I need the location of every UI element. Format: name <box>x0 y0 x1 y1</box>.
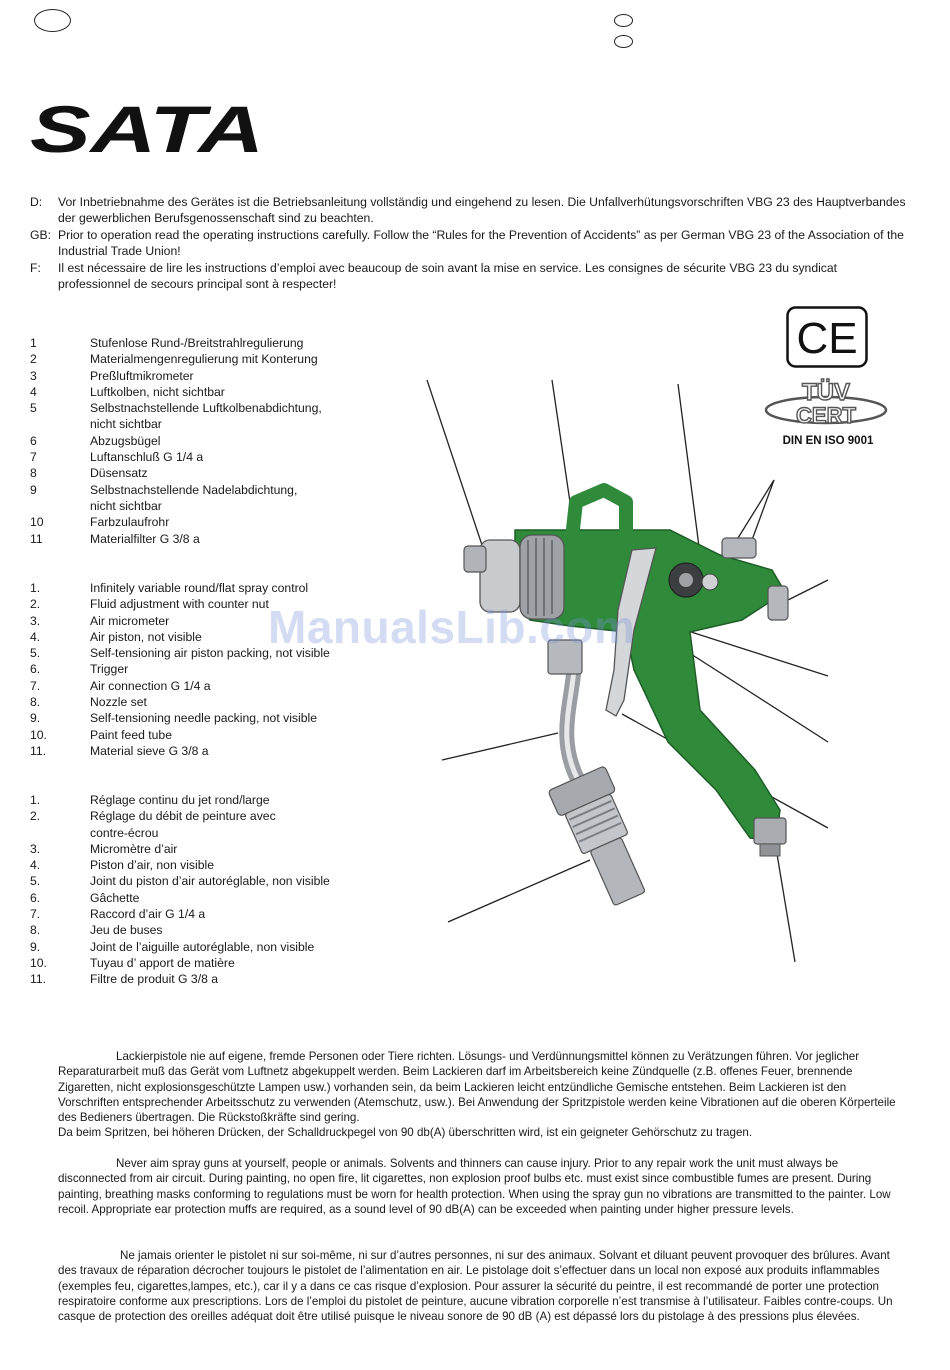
list-item <box>30 661 390 677</box>
part-label: Paint feed tube <box>90 727 172 742</box>
part-number: 3. <box>30 841 41 856</box>
list-item <box>30 678 390 694</box>
part-label: Nozzle set <box>90 695 147 710</box>
part-number: 2. <box>30 597 41 612</box>
language-oval-top-left <box>34 9 71 32</box>
list-item <box>30 971 390 987</box>
list-item <box>30 873 390 889</box>
part-number: 1. <box>30 581 41 595</box>
part-number: 10. <box>30 727 47 742</box>
part-number: 5. <box>30 874 41 889</box>
part-label: Luftanschluß G 1/4 a <box>90 450 204 465</box>
part-number: 1 <box>30 336 37 350</box>
list-item <box>30 808 390 841</box>
warning-paragraph <box>58 1156 908 1217</box>
part-label <box>90 482 390 515</box>
part-number: 5. <box>30 646 41 661</box>
part-number: 4. <box>30 858 41 873</box>
part-label <box>90 400 390 433</box>
part-label-line2: contre-écrou <box>90 825 159 840</box>
part-number: 7. <box>30 907 41 922</box>
part-number: 8. <box>30 695 41 710</box>
part-number: 11 <box>30 531 43 546</box>
list-item <box>30 694 390 710</box>
spray-gun-illustration <box>420 370 840 970</box>
intro-row-f <box>30 260 910 293</box>
part-label: Tuyau d’ apport de matière <box>90 955 235 970</box>
intro-key: GB: <box>30 227 51 242</box>
part-label-line1: Réglage du débit de peinture avec <box>90 809 276 824</box>
warning-text: Da beim Spritzen, bei höheren Drücken, der Schalldruckpegel von 90 db(A) überschritten wird, ist ein geigneter Gehörschutz zu tragen. <box>58 1126 753 1140</box>
part-label: Düsensatz <box>90 466 148 481</box>
part-label: Air connection G 1/4 a <box>90 678 211 693</box>
list-item <box>30 906 390 922</box>
part-number: 4. <box>30 629 41 644</box>
intro-row-de <box>30 194 910 227</box>
list-item <box>30 580 390 596</box>
part-label: Joint de l’aiguille autoréglable, non visible <box>90 939 315 954</box>
part-label: Material sieve G 3/8 a <box>90 743 209 758</box>
part-label: Luftkolben, nicht sichtbar <box>90 384 225 399</box>
part-label: Raccord d’air G 1/4 a <box>90 907 206 922</box>
list-item <box>30 939 390 955</box>
part-number: 9 <box>30 482 37 497</box>
part-label: Piston d’air, non visible <box>90 858 214 873</box>
list-item <box>30 710 390 726</box>
intro-instructions <box>30 194 910 292</box>
part-label: Infinitely variable round/flat spray control <box>90 581 309 595</box>
part-label: Self-tensioning needle packing, not visible <box>90 711 317 726</box>
list-item <box>30 482 390 515</box>
part-label: Preßluftmikrometer <box>90 368 194 383</box>
part-number: 10. <box>30 955 47 970</box>
ce-mark-icon <box>786 306 868 368</box>
list-item <box>30 841 390 857</box>
tuv-text: TÜV <box>802 379 850 406</box>
part-label: Self-tensioning air piston packing, not visible <box>90 646 330 661</box>
list-item <box>30 514 390 530</box>
list-item <box>30 400 390 433</box>
warning-german <box>58 1049 908 1141</box>
list-item <box>30 955 390 971</box>
list-item <box>30 531 390 547</box>
part-number: 1. <box>30 793 41 807</box>
part-number: 6. <box>30 890 41 905</box>
part-number: 8. <box>30 923 41 938</box>
list-item <box>30 368 390 384</box>
intro-key: F: <box>30 260 41 275</box>
part-label <box>90 808 390 841</box>
list-item <box>30 890 390 906</box>
part-number: 6 <box>30 433 37 448</box>
list-item <box>30 433 390 449</box>
part-number: 8 <box>30 466 37 481</box>
warning-english <box>58 1156 908 1217</box>
part-label-line1: Selbstnachstellende Luftkolbenabdichtung, <box>90 401 322 416</box>
part-label: Fluid adjustment with counter nut <box>90 597 269 612</box>
part-label-line1: Selbstnachstellende Nadelabdichtung, <box>90 482 298 497</box>
list-item <box>30 792 390 808</box>
iso-text: DIN EN ISO 9001 <box>782 435 874 447</box>
part-number: 10 <box>30 515 44 530</box>
list-item <box>30 857 390 873</box>
part-label: Farbzulaufrohr <box>90 515 170 530</box>
part-label: Joint du piston d’air autoréglable, non visible <box>90 874 330 889</box>
part-label: Jeu de buses <box>90 923 163 938</box>
part-label-line2: nicht sichtbar <box>90 498 162 513</box>
warning-text: Never aim spray guns at yourself, people or animals. Solvents and thinners can cause injury. Prior to any repair work the unit must always be disconnected from air circuit. During painting, no open fire, lit cigarettes, non explosion proof bulbs etc. must exist since combustible fumes are present. During painting, breathing masks conforming to regulations must be worn for health protection. When using the spray gun no vibrations are transmitted to the painter. Low recoil. Appropriate ear protection muffs are required, as a sound level of 90 dB(A) can be exceeded when painting under higher pressure levels. <box>58 1157 891 1216</box>
list-item <box>30 922 390 938</box>
part-number: 11. <box>30 972 47 987</box>
part-label: Air piston, not visible <box>90 629 202 644</box>
part-label: Réglage continu du jet rond/large <box>90 793 270 807</box>
intro-text: Il est nécessaire de lire les instructions d’emploi avec beaucoup de soin avant la mise en service. Les consignes de sécurite VBG 23 du syndicat professionnel de secours principal sont à respecter! <box>58 260 838 292</box>
part-label: Stufenlose Rund-/Breitstrahlregulierung <box>90 336 304 350</box>
warning-text: Ne jamais orienter le pistolet ni sur soi-même, ni sur d’autres personnes, ni sur des animaux. Solvant et diluant peuvent provoquer des brûlures. Avant des travaux de réparation décrocher toujours le pistolet de l’alimentation en air. Le pistolage doit s’effectuer dans un local non exposé aux produits inflammables (exemples feu, cigarettes,lampes, etc.), car il y a dans ce cas risque d’explosion. Pour assurer la sécurité du peintre, il est recommandé de porter une protection respiratoire conforme aux prescriptions. Lors de l’emploi du pistolet de peinture, aucune vibration corporelle n’est transmise à l’utilisateur. Faibles contre-coups. Un casque de protection des oreilles adéquat doit être utilisé puisque le niveau sonore de 90 dB (A) est dépassé lors du pistolage à des pressions plus élevées. <box>58 1249 893 1324</box>
warning-paragraph <box>58 1049 908 1125</box>
part-label: Filtre de produit G 3/8 a <box>90 972 219 987</box>
part-number: 3 <box>30 368 37 383</box>
intro-text: Vor Inbetriebnahme des Gerätes ist die Betriebsanleitung vollständig und eingehend zu lesen. Die Unfallverhütungsvorschriften VBG 23 des Hauptverbandes der gewerblichen Berufsgenossenschaft sind zu beachten. <box>58 195 906 226</box>
list-item <box>30 465 390 481</box>
list-item <box>30 727 390 743</box>
manualslib-watermark: ManualsLib.com <box>268 601 636 653</box>
warning-paragraph <box>58 1248 908 1324</box>
list-item <box>30 351 390 367</box>
list-item <box>30 384 390 400</box>
language-oval-small-1 <box>614 14 633 27</box>
part-label: Air micrometer <box>90 613 170 628</box>
part-number: 2 <box>30 352 37 367</box>
part-number: 11. <box>30 743 47 758</box>
cert-text: CERT <box>796 403 856 428</box>
part-label: Micromètre d’air <box>90 841 178 856</box>
intro-text: Prior to operation read the operating instructions carefully. Follow the “Rules for the Prevention of Accidents” as per German VBG 23 of the Association of the Industrial Trade Union! <box>58 227 904 259</box>
sata-logo-text: SATA <box>30 100 264 160</box>
part-number: 3. <box>30 613 41 628</box>
list-item <box>30 335 390 351</box>
part-number: 7 <box>30 450 37 465</box>
part-label: Abzugsbügel <box>90 433 161 448</box>
part-label: Materialmengenregulierung mit Konterung <box>90 352 318 367</box>
part-label: Gâchette <box>90 890 140 905</box>
part-number: 4 <box>30 384 37 399</box>
list-item <box>30 743 390 759</box>
part-number: 6. <box>30 662 41 677</box>
list-item <box>30 449 390 465</box>
warning-paragraph <box>58 1125 908 1140</box>
warning-french <box>58 1248 908 1324</box>
language-oval-small-2 <box>614 35 633 48</box>
sata-logo <box>28 100 268 160</box>
part-label: Materialfilter G 3/8 a <box>90 531 200 546</box>
intro-key: D: <box>30 195 43 209</box>
ce-mark-text: CE <box>796 314 858 363</box>
part-number: 2. <box>30 809 41 824</box>
warning-text: Lackierpistole nie auf eigene, fremde Personen oder Tiere richten. Lösungs- und Verdünnungsmittel können zu Verätzungen führen. Vor jeglicher Reparaturarbeit muß das Gerät vom Luftnetz abgekuppelt werden. Beim Lackieren darf im Arbeitsbereich keine Zündquelle (z.B. offenes Feuer, brennende Zigaretten, nicht explosionsgeschützte Lampen usw.) vorhanden sein, da beim Lackieren leicht entzündliche Gemische entstehen. Beim Lackieren ist den Vorschriften entsprechender Arbeitsschutz zu verwenden (Atemschutz, usw.). Bei Anwendung der Spritzpistole werden keine Vibrationen auf die oberen Körperteile des Bedieners übertragen. Die Rückstoßkräfte sind gering. <box>58 1050 896 1125</box>
intro-row-gb <box>30 227 910 260</box>
parts-list-french <box>30 792 390 988</box>
part-label: Trigger <box>90 662 129 677</box>
part-number: 5 <box>30 401 37 416</box>
part-number: 9. <box>30 711 41 726</box>
part-number: 7. <box>30 678 41 693</box>
parts-list-german <box>30 335 390 547</box>
part-number: 9. <box>30 939 41 954</box>
part-label-line2: nicht sichtbar <box>90 417 162 432</box>
